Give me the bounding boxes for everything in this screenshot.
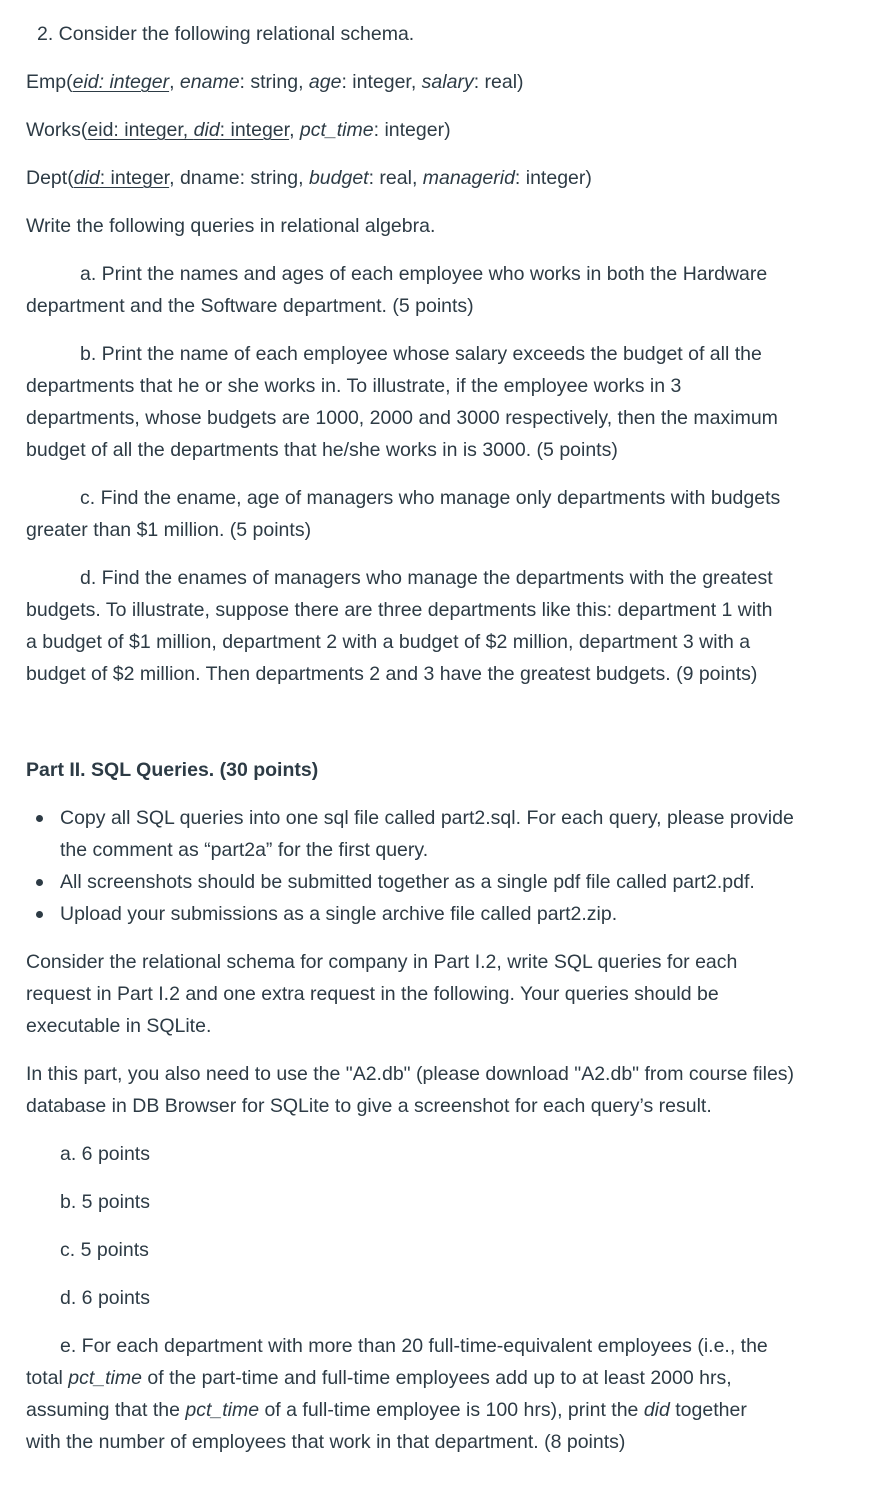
paragraph-line: executable in SQLite.: [26, 1015, 212, 1037]
schema-dept-name: Dept(: [26, 167, 74, 189]
schema-works-attr-pct-time-type: : integer): [373, 119, 451, 141]
schema-emp-attr-age: age: [308, 71, 342, 93]
text-run: of a full-time employee is 100 hrs), print the: [259, 1399, 644, 1421]
paragraph-line: request in Part I.2 and one extra request in the following. Your queries should be: [26, 983, 719, 1005]
schema-dept-key-did: did: [73, 167, 100, 189]
schema-emp-name: Emp(: [26, 71, 73, 93]
paragraph-line: database in DB Browser for SQLite to give a screenshot for each query’s result.: [26, 1095, 712, 1117]
schema-works-key-did-type: : integer: [219, 119, 290, 141]
schema-dept-key: [74, 167, 169, 189]
schema-works-key: [87, 119, 289, 141]
question-2a-line: department and the Software department. (5 points): [26, 295, 474, 317]
paragraph-line: Consider the relational schema for company in Part I.2, write SQL queries for each: [26, 951, 738, 973]
schema-works-name: Works(: [26, 119, 88, 141]
schema-works-attr-pct-time: pct_time: [299, 119, 374, 141]
question-2b-line: departments that he or she works in. To illustrate, if the employee works in 3: [26, 375, 682, 397]
schema-dept-attr-budget: budget: [308, 167, 369, 189]
part2-bullet-line: the comment as “part2a” for the first query.: [60, 839, 429, 861]
points-a: a. 6 points: [60, 1143, 150, 1165]
did-term: did: [643, 1399, 670, 1421]
pct-time-term: pct_time: [68, 1367, 142, 1389]
question-2c-line: c. Find the ename, age of managers who manage only departments with budgets: [80, 487, 781, 509]
part2-bullet-line: Upload your submissions as a single archive file called part2.zip.: [60, 903, 618, 925]
text-run: assuming that the: [26, 1399, 186, 1421]
question-2d-line: budgets. To illustrate, suppose there are three departments like this: department 1 with: [26, 599, 773, 621]
schema-dept: [26, 162, 856, 194]
points-c: c. 5 points: [60, 1239, 149, 1261]
text-run: total: [26, 1367, 69, 1389]
question-2d-line: d. Find the enames of managers who manage the departments with the greatest: [80, 567, 773, 589]
question-part2e-line: with the number of employees that work in that department. (8 points): [26, 1431, 626, 1453]
question-part2e: [26, 1330, 856, 1458]
schema-dept-attr-managerid: managerid: [422, 167, 515, 189]
schema-emp-attr-ename-type: : string,: [239, 71, 309, 93]
part2-heading: Part II. SQL Queries. (30 points): [26, 759, 319, 781]
schema-dept-key-did-type: : integer: [99, 167, 170, 189]
question-2a: [26, 258, 856, 322]
question-2b-line: budget of all the departments that he/she works in is 3000. (5 points): [26, 439, 618, 461]
question-2c: [26, 482, 856, 546]
points-b: b. 5 points: [60, 1191, 150, 1213]
question-2b-line: departments, whose budgets are 1000, 2000 and 3000 respectively, then the maximum: [26, 407, 778, 429]
question-2d: [26, 562, 856, 690]
question-2b-line: b. Print the name of each employee whose salary exceeds the budget of all the: [80, 343, 762, 365]
question-2c-line: greater than $1 million. (5 points): [26, 519, 312, 541]
question-2d-line: a budget of $1 million, department 2 with a budget of $2 million, department 3 with a: [26, 631, 751, 653]
schema-works-key-eid: eid: integer,: [87, 119, 194, 141]
schema-emp: [26, 66, 856, 98]
relational-algebra-instruction: Write the following queries in relational algebra.: [26, 215, 436, 237]
text-run: of the part-time and full-time employees add up to at least 2000 hrs,: [141, 1367, 732, 1389]
part2-paragraph-1: [26, 946, 856, 1042]
schema-emp-sep: ,: [169, 71, 180, 93]
part2-bullet-item: [60, 802, 856, 866]
question-part2e-line: [26, 1362, 856, 1394]
schema-emp-attr-ename: ename: [179, 71, 240, 93]
schema-emp-key: [73, 71, 169, 93]
schema-works-key-did: did: [193, 119, 220, 141]
part2-bullet-item: [60, 866, 856, 898]
schema-emp-key-text: eid: integer: [72, 71, 170, 93]
part2-bullet-list: [60, 802, 856, 930]
part2-bullet-line: Copy all SQL queries into one sql file called part2.sql. For each query, please provide: [60, 807, 794, 829]
schema-works-sep: ,: [289, 119, 300, 141]
pct-time-term: pct_time: [185, 1399, 260, 1421]
schema-dept-attr-dname: , dname: string,: [169, 167, 309, 189]
schema-dept-attr-budget-type: : real,: [368, 167, 423, 189]
points-d: d. 6 points: [60, 1287, 150, 1309]
text-run: together: [669, 1399, 747, 1421]
paragraph-line: In this part, you also need to use the "A2.db" (please download "A2.db" from course files): [26, 1063, 795, 1085]
schema-works: [26, 114, 856, 146]
schema-emp-attr-salary-type: : real): [473, 71, 524, 93]
schema-emp-attr-salary: salary: [421, 71, 474, 93]
part2-bullet-item: [60, 898, 856, 930]
question-2b: [26, 338, 856, 466]
question-2-title: 2. Consider the following relational schema.: [37, 23, 415, 45]
part2-paragraph-2: [26, 1058, 856, 1122]
schema-emp-attr-age-type: : integer,: [341, 71, 422, 93]
part2-bullet-line: All screenshots should be submitted together as a single pdf file called part2.pdf.: [60, 871, 755, 893]
question-2d-line: budget of $2 million. Then departments 2 and 3 have the greatest budgets. (9 points): [26, 663, 758, 685]
schema-dept-attr-managerid-type: : integer): [514, 167, 592, 189]
question-part2e-line: e. For each department with more than 20 full-time-equivalent employees (i.e., the: [60, 1335, 768, 1357]
question-part2e-line: [26, 1394, 856, 1426]
question-2a-line: a. Print the names and ages of each employee who works in both the Hardware: [80, 263, 768, 285]
